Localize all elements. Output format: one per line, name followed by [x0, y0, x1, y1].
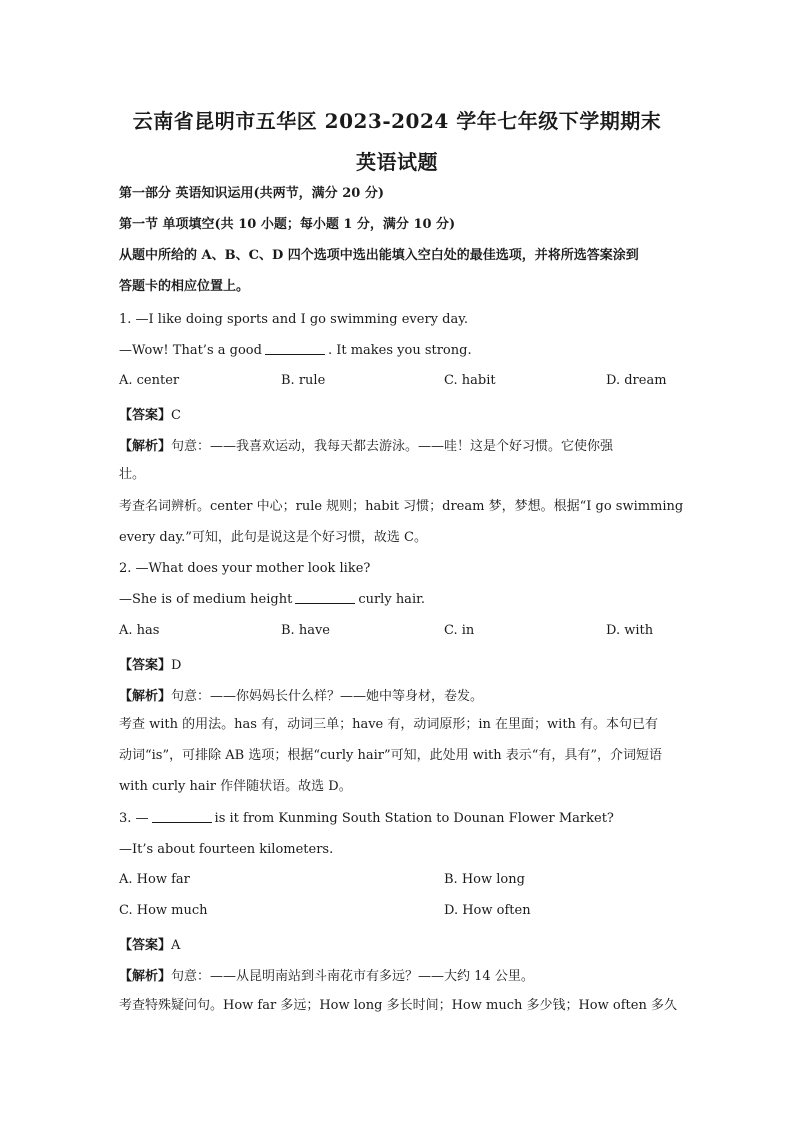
answer-value: A	[171, 938, 181, 953]
q3-option-c: C. How much	[119, 903, 208, 918]
q1-option-a: A. center	[119, 373, 180, 388]
q2-stem-line-2	[119, 591, 679, 609]
q1-stem-line-1: 1. —I like doing sports and I go swimming every day.	[119, 312, 468, 327]
q1-analysis-line-4: every day.”可知，此句是说这是个好习惯，故选 C。	[119, 530, 427, 545]
q3-answer	[119, 934, 180, 953]
q1-stem-line-2	[119, 342, 679, 360]
q3-option-d: D. How often	[444, 903, 531, 918]
answer-value: C	[171, 408, 181, 423]
exam-subtitle: 英语试题	[356, 150, 438, 174]
q3-option-a: A. How far	[119, 872, 190, 887]
q3-analysis-line-1	[119, 965, 534, 984]
q2-stem-post: curly hair.	[358, 592, 426, 607]
q1-analysis-line-3: 考查名词辨析。center 中心；rule 规则；habit 习惯；dream 梦，梦想。根据“I go swimming	[119, 499, 684, 514]
q2-analysis-line-3: 动词“is”，可排除 AB 选项；根据“curly hair”可知，此处用 with 表示“有，具有”，介词短语	[119, 748, 663, 763]
q3-answer-blank	[152, 810, 212, 823]
answer-value: D	[171, 658, 182, 673]
q3-analysis-line-2: 考查特殊疑问句。How far 多远；How long 多长时间；How much 多少钱；How often 多久	[119, 998, 677, 1013]
analysis-tag: 【解析】	[119, 969, 172, 984]
q2-option-d: D. with	[606, 623, 654, 638]
analysis-text: 句意：——你妈妈长什么样？——她中等身材，卷发。	[171, 689, 484, 704]
analysis-text: 句意：——从昆明南站到斗南花市有多远？——大约 14 公里。	[171, 969, 534, 984]
instruction-line-1: 从题中所给的 A、B、C、D 四个选项中选出能填入空白处的最佳选项，并将所选答案涂到	[119, 248, 639, 263]
q2-analysis-line-4: with curly hair 作伴随状语。故选 D。	[119, 779, 352, 794]
analysis-tag: 【解析】	[119, 439, 172, 454]
q1-answer	[119, 404, 181, 423]
analysis-text: 句意：——我喜欢运动，我每天都去游泳。——哇！这是个好习惯。它使你强	[171, 439, 614, 454]
q2-answer-blank	[295, 591, 355, 604]
exam-title: 云南省昆明市五华区 2023-2024 学年七年级下学期期末	[132, 109, 662, 133]
q2-option-a: A. has	[119, 623, 160, 638]
q1-option-d: D. dream	[606, 373, 667, 388]
section-heading: 第一节 单项填空(共 10 小题；每小题 1 分，满分 10 分)	[119, 217, 456, 232]
analysis-tag: 【解析】	[119, 689, 172, 704]
instruction-line-2: 答题卡的相应位置上。	[119, 279, 250, 294]
q1-analysis-line-2: 壮。	[119, 467, 146, 482]
q3-stem-post: is it from Kunming South Station to Dounan Flower Market?	[214, 811, 614, 826]
q1-stem-post: . It makes you strong.	[327, 343, 472, 358]
part-heading: 第一部分 英语知识运用(共两节，满分 20 分)	[119, 186, 384, 201]
q2-analysis-line-1	[119, 685, 483, 704]
q1-option-c: C. habit	[444, 373, 496, 388]
q3-stem-line-2: —It’s about fourteen kilometers.	[119, 842, 334, 857]
q3-stem-line-1	[119, 810, 679, 828]
q2-analysis-line-2: 考查 with 的用法。has 有，动词三单；have 有，动词原形；in 在里面；with 有。本句已有	[119, 717, 659, 732]
q2-stem-pre: —She is of medium height	[119, 592, 293, 607]
q3-stem-pre: 3. —	[119, 811, 149, 826]
answer-tag: 【答案】	[119, 408, 172, 423]
answer-tag: 【答案】	[119, 658, 172, 673]
q3-option-b: B. How long	[444, 872, 525, 887]
q1-stem-pre: —Wow! That’s a good	[119, 343, 262, 358]
answer-tag: 【答案】	[119, 938, 172, 953]
q2-stem-line-1: 2. —What does your mother look like?	[119, 561, 371, 576]
q1-analysis-line-1	[119, 435, 613, 454]
q1-answer-blank	[265, 342, 325, 355]
q2-answer	[119, 654, 181, 673]
q1-option-b: B. rule	[281, 373, 326, 388]
q2-option-c: C. in	[444, 623, 475, 638]
q2-option-b: B. have	[281, 623, 330, 638]
